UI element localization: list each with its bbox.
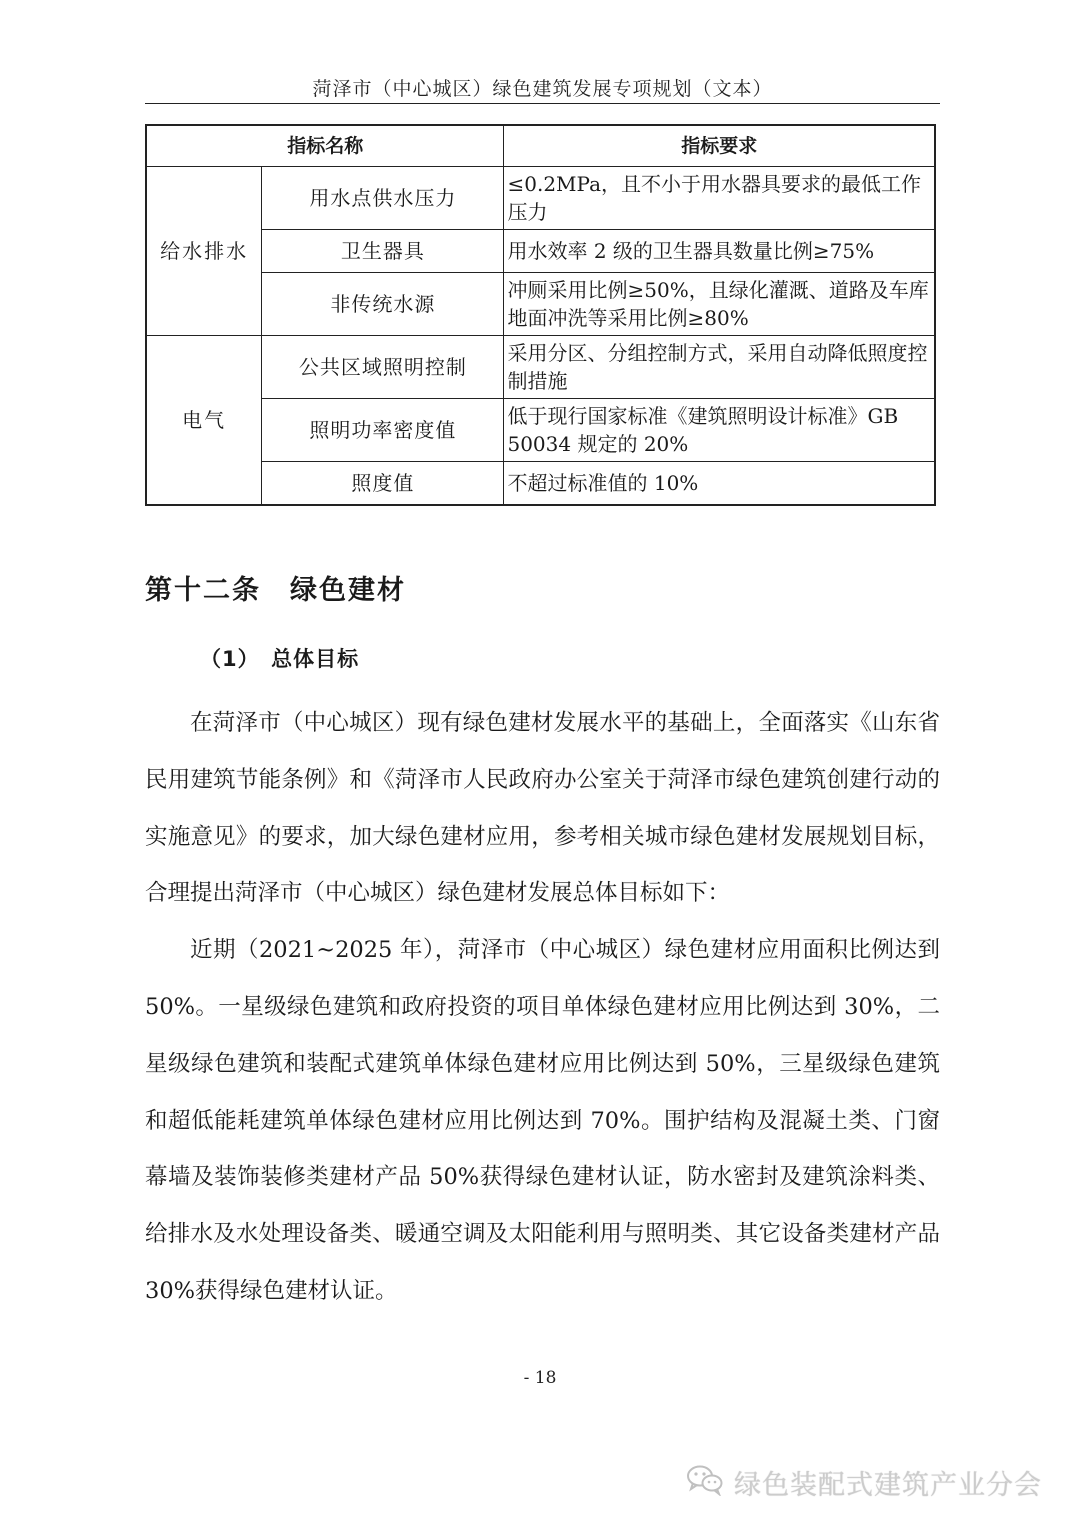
indicator-name: 用水点供水压力 bbox=[262, 167, 504, 230]
page-number: - 18 bbox=[523, 1368, 557, 1388]
section-title: 第十二条 绿色建材 bbox=[145, 575, 406, 606]
indicator-name: 非传统水源 bbox=[262, 273, 504, 336]
indicator-requirement: 用水效率 2 级的卫生器具数量比例≥75% bbox=[504, 230, 935, 273]
table-header-row bbox=[146, 125, 935, 167]
table-row bbox=[146, 399, 935, 462]
body-text bbox=[145, 695, 940, 1320]
column-header-name: 指标名称 bbox=[146, 125, 504, 167]
header-rule bbox=[145, 103, 940, 104]
indicator-requirement: 低于现行国家标准《建筑照明设计标准》GB 50034 规定的 20% bbox=[504, 399, 935, 462]
paragraph: 在菏泽市（中心城区）现有绿色建材发展水平的基础上，全面落实《山东省民用建筑节能条例》和《菏泽市人民政府办公室关于菏泽市绿色建筑创建行动的实施意见》的要求，加大绿色建材应用，参考相关城市绿色建材发展规划目标，合理提出菏泽市（中心城区）绿色建材发展总体目标如下： bbox=[145, 710, 940, 907]
indicator-name: 卫生器具 bbox=[262, 230, 504, 273]
table-row bbox=[146, 167, 935, 230]
indicator-name: 照明功率密度值 bbox=[262, 399, 504, 462]
indicator-name: 照度值 bbox=[262, 462, 504, 506]
table-row bbox=[146, 230, 935, 273]
table-row bbox=[146, 462, 935, 506]
table-row bbox=[146, 336, 935, 399]
group-label-electrical: 电气 bbox=[146, 336, 262, 506]
table-row bbox=[146, 273, 935, 336]
watermark-text: 绿色装配式建筑产业分会 bbox=[734, 1469, 1042, 1501]
paragraph: 近期（2021~2025 年），菏泽市（中心城区）绿色建材应用面积比例达到 50%。一星级绿色建筑和政府投资的项目单体绿色建材应用比例达到 30%，二星级绿色建筑和装配式建筑单体绿色建材应用比例达到 50%，三星级绿色建筑和超低能耗建筑单体绿色建材应用比例达到 70%。围护结构及混凝土类、门窗幕墙及装饰装修类建材产品 50%获得绿色建材认证，防水密封及建筑涂料类、给排水及水处理设备类、暖通空调及太阳能利用与照明类、其它设备类建材产品 30%获得绿色建材认证。 bbox=[145, 937, 940, 1304]
subsection-title: （1） 总体目标 bbox=[200, 647, 360, 671]
indicator-name: 公共区域照明控制 bbox=[262, 336, 504, 399]
wechat-icon bbox=[686, 1464, 724, 1500]
indicator-table bbox=[145, 124, 936, 506]
indicator-requirement: ≤0.2MPa，且不小于用水器具要求的最低工作压力 bbox=[504, 167, 935, 230]
column-header-requirement: 指标要求 bbox=[504, 125, 935, 167]
running-header: 菏泽市（中心城区）绿色建筑发展专项规划（文本） bbox=[312, 78, 773, 100]
group-label-water: 给水排水 bbox=[146, 167, 262, 336]
indicator-requirement: 采用分区、分组控制方式，采用自动降低照度控制措施 bbox=[504, 336, 935, 399]
indicator-requirement: 冲厕采用比例≥50%，且绿化灌溉、道路及车库地面冲洗等采用比例≥80% bbox=[504, 273, 935, 336]
watermark bbox=[686, 1462, 1042, 1502]
indicator-requirement: 不超过标准值的 10% bbox=[504, 462, 935, 506]
